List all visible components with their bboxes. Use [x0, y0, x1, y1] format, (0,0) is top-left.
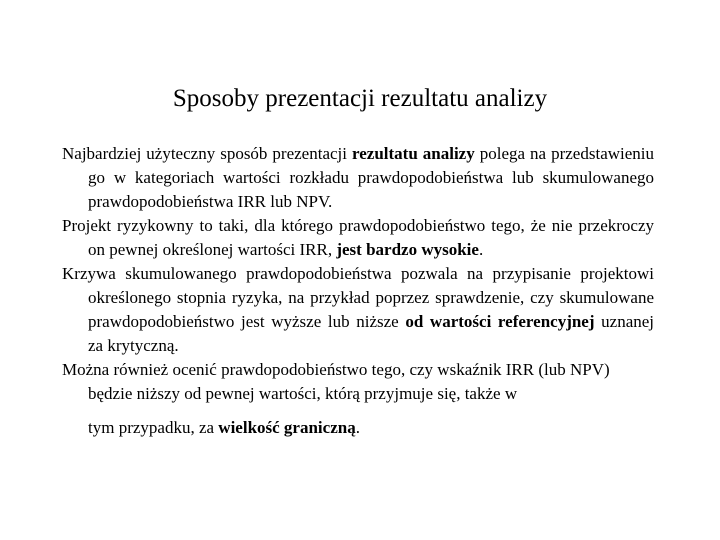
paragraph-2-text-a: Projekt ryzykowny to taki, dla którego prawdopodobieństwo tego, że nie przekroczy on pewnej określonej wartości IRR,: [62, 216, 654, 259]
paragraph-1-emphasis: rezultatu analizy: [352, 144, 475, 163]
paragraph-4-text-c: .: [355, 418, 360, 437]
paragraph-4: [62, 358, 654, 440]
paragraph-3: [62, 262, 654, 358]
paragraph-4-tail: [88, 416, 654, 440]
paragraph-3-text-b: uznanej za krytyczną.: [88, 312, 655, 355]
paragraph-2-emphasis: jest bardzo wysokie: [336, 240, 479, 259]
paragraph-4-text-a: Można również ocenić prawdopodobieństwo tego, czy wskaźnik IRR (lub NPV) będzie niższy od pewnej wartości, którą przyjmuje się, także w: [62, 360, 610, 403]
paragraph-1-text-b: polega na przedstawieniu go w kategoriach wartości rozkładu prawdopodobieństwa lub skumulowanego prawdopodobieństwa IRR lub NPV.: [88, 144, 655, 211]
slide-title: Sposoby prezentacji rezultatu analizy: [172, 85, 548, 112]
paragraph-3-emphasis: od wartości referencyjnej: [405, 312, 595, 331]
slide-body: [62, 142, 654, 440]
paragraph-4-emphasis: wielkość graniczną: [218, 418, 356, 437]
paragraph-3-text-a: Krzywa skumulowanego prawdopodobieństwa pozwala na przypisanie projektowi określonego stopnia ryzyka, na przykład poprzez sprawdzenie, czy skumulowane prawdopodobieństwo jest wyższe lub niższe: [62, 264, 654, 331]
paragraph-1: [62, 142, 654, 214]
paragraph-4-text-b: tym przypadku, za: [88, 418, 219, 437]
paragraph-1-text-a: Najbardziej użyteczny sposób prezentacji: [62, 144, 352, 163]
paragraph-2-text-b: .: [478, 240, 484, 259]
paragraph-2: [62, 214, 654, 262]
